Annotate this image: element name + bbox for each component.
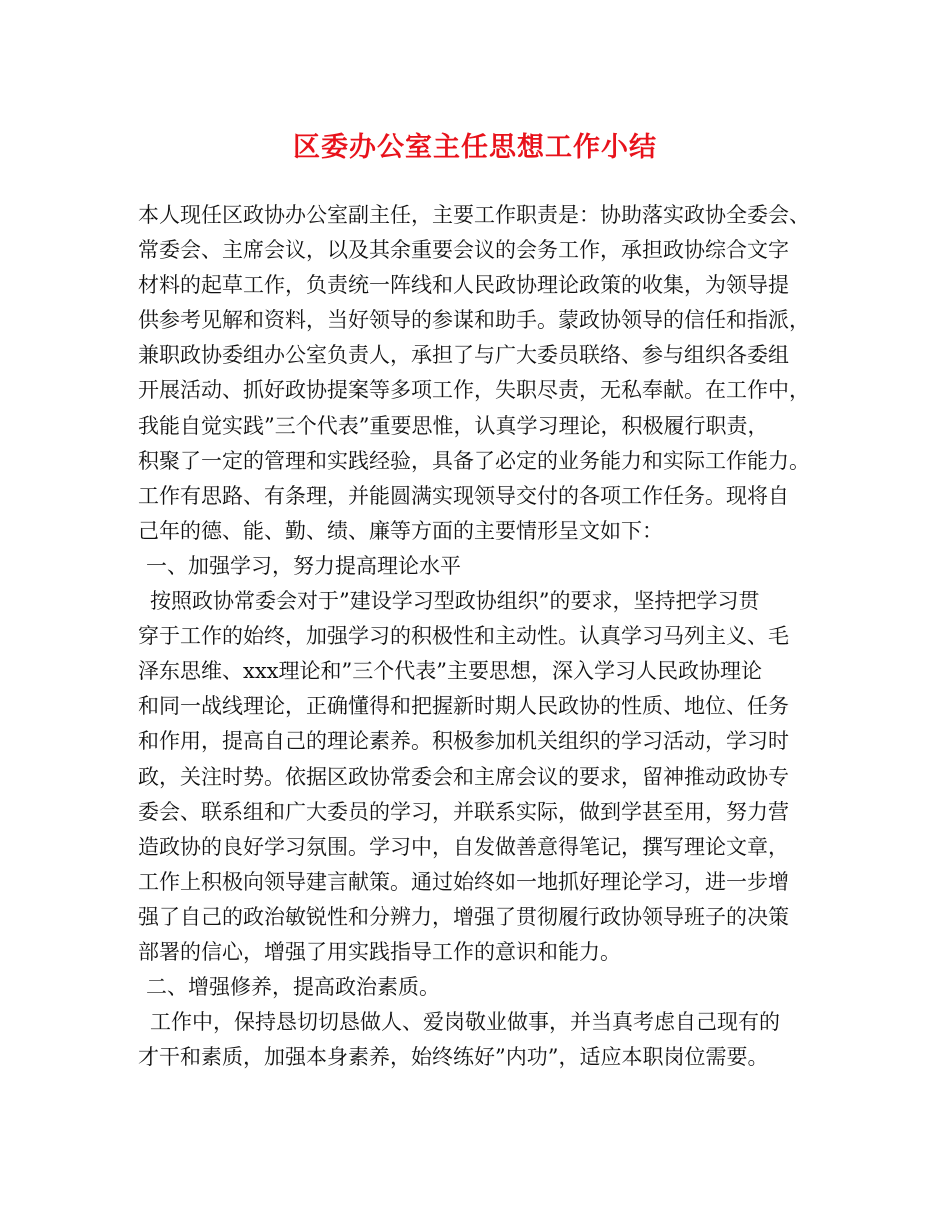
document-title: 区委办公室主任思想工作小结 (293, 132, 657, 163)
body-line: 工作有思路、有条理，并能圆满实现领导交付的各项工作任务。现将自 (138, 483, 789, 508)
body-line: 穿于工作的始终，加强学习的积极性和主动性。认真学习马列主义、毛 (138, 624, 789, 649)
section-heading-1: 一、加强学习，努力提高理论水平 (146, 553, 461, 578)
body-line: 供参考见解和资料，当好领导的参谋和助手。蒙政协领导的信任和指派， (138, 308, 810, 333)
body-line: 我能自觉实践”三个代表”重要思惟，认真学习理论，积极履行职责， (138, 413, 769, 438)
body-line: 工作中，保持恳切切恳做人、爱岗敬业做事，并当真考虑自己现有的 (150, 1010, 780, 1035)
body-line: 工作上积极向领导建言献策。通过始终如一地抓好理论学习，进一步增 (138, 869, 789, 894)
section-heading-2: 二、增强修养，提高政治素质。 (146, 975, 440, 1000)
body-line: 泽东思维、xxx理论和”三个代表”主要思想，深入学习人民政协理论 (138, 659, 762, 684)
body-line: 材料的起草工作，负责统一阵线和人民政协理论政策的收集，为领导提 (138, 273, 789, 298)
body-line: 政，关注时势。依据区政协常委会和主席会议的要求，留神推动政协专 (138, 764, 789, 789)
body-line: 本人现任区政协办公室副主任，主要工作职责是：协助落实政协全委会、 (138, 203, 810, 227)
document-body (138, 198, 828, 1075)
body-line: 和作用，提高自己的理论素养。积极参加机关组织的学习活动，学习时 (138, 729, 789, 754)
body-line: 积聚了一定的管理和实践经验，具备了必定的业务能力和实际工作能力。 (138, 448, 810, 473)
body-line: 按照政协常委会对于”建设学习型政协组织”的要求，坚持把学习贯 (150, 589, 760, 614)
body-line: 强了自己的政治敏锐性和分辨力，增强了贯彻履行政协领导班子的决策 (138, 904, 789, 929)
body-line: 己年的德、能、勤、绩、廉等方面的主要情形呈文如下： (138, 518, 663, 543)
body-line: 开展活动、抓好政协提案等多项工作，失职尽责，无私奉献。在工作中， (138, 378, 810, 403)
body-line: 常委会、主席会议，以及其余重要会议的会务工作，承担政协综合文字 (138, 238, 789, 263)
body-line: 才干和素质，加强本身素养，始终练好”内功”，适应本职岗位需要。 (138, 1045, 769, 1070)
body-line: 造政协的良好学习氛围。学习中，自发做善意得笔记，撰写理论文章， (138, 834, 789, 859)
body-line: 和同一战线理论，正确懂得和把握新时期人民政协的性质、地位、任务 (138, 694, 789, 719)
body-line: 部署的信心，增强了用实践指导工作的意识和能力。 (138, 939, 621, 964)
body-line: 兼职政协委组办公室负责人，承担了与广大委员联络、参与组织各委组 (138, 343, 789, 368)
body-line: 委会、联系组和广大委员的学习，并联系实际，做到学甚至用，努力营 (138, 799, 789, 824)
